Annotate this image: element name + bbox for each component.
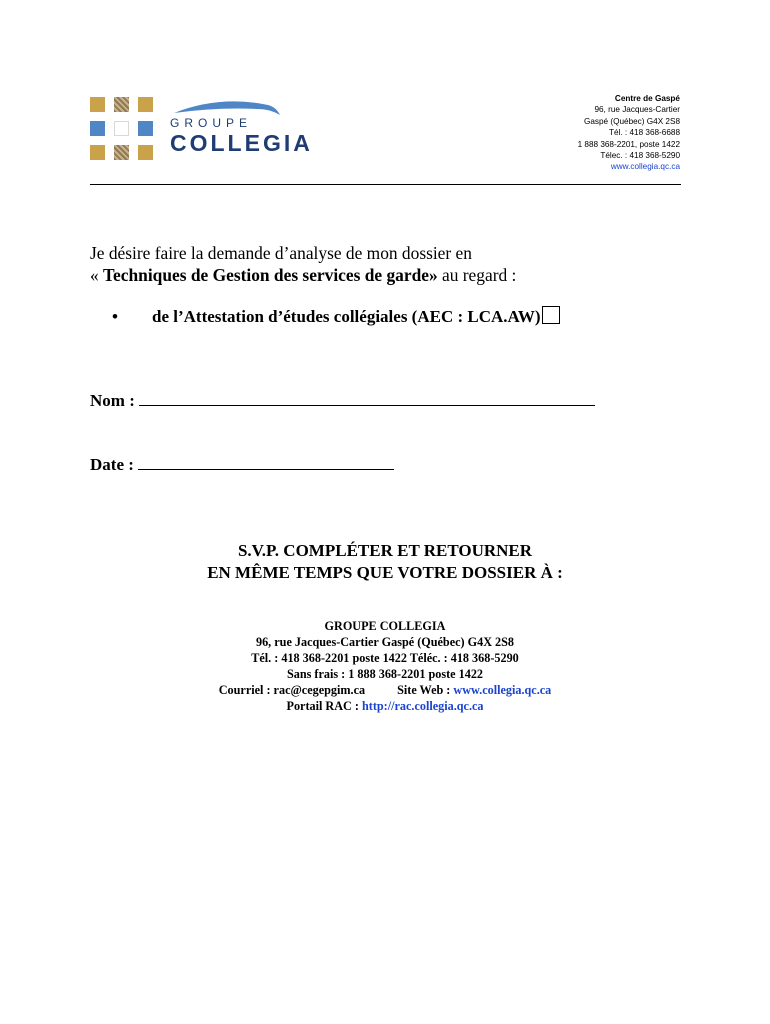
address-phone: Tél. : 418 368-6688 (608, 128, 680, 138)
program-name: Techniques de Gestion des services de garde» (103, 265, 438, 285)
address-city: Gaspé (Québec) G4X 2S8 (583, 116, 680, 126)
contact-address: 96, rue Jacques-Cartier Gaspé (Québec) G4X 2S8 (255, 635, 515, 649)
instructions-line-2: EN MÊME TEMPS QUE VOTRE DOSSIER À : (207, 563, 563, 582)
date-field (90, 455, 394, 475)
groupe-collegia-logo (90, 97, 313, 161)
nom-field (90, 391, 595, 411)
contact-tollfree: Sans frais : 1 888 368-2201 poste 1422 (286, 667, 484, 681)
aec-checkbox[interactable] (542, 306, 560, 324)
contact-phones: Tél. : 418 368-2201 poste 1422 Téléc. : 418 368-5290 (251, 651, 519, 665)
intro-line-end: au regard : (437, 265, 517, 285)
return-instructions (0, 540, 770, 584)
bullet-icon: • (112, 307, 118, 326)
contact-website-link[interactable]: www.collegia.qc.ca (453, 683, 552, 697)
center-address (578, 93, 680, 173)
address-website-link[interactable]: www.collegia.qc.ca (610, 162, 680, 172)
address-street: 96, rue Jacques-Cartier (594, 105, 680, 115)
header-divider (90, 184, 681, 185)
contact-org: GROUPE COLLEGIA (324, 619, 446, 633)
date-label: Date : (90, 455, 134, 474)
request-intro (90, 242, 516, 286)
aec-option (112, 306, 560, 327)
logo-groupe-text: GROUPE (170, 116, 253, 130)
contact-email[interactable]: Courriel : rac@cegepgim.ca (218, 683, 366, 697)
logo-collegia-text: COLLEGIA (170, 130, 313, 156)
nom-input-line[interactable] (139, 393, 595, 406)
nom-label: Nom : (90, 391, 135, 410)
date-input-line[interactable] (138, 457, 394, 470)
address-fax: Télec. : 418 368-5290 (600, 151, 680, 161)
contact-web-label: Site Web : (397, 683, 454, 697)
contact-email-web (0, 682, 770, 698)
intro-open-quote: « (90, 265, 104, 285)
instructions-line-1: S.V.P. COMPLÉTER ET RETOURNER (237, 541, 533, 560)
contact-block (0, 618, 770, 714)
contact-portal-label: Portail RAC : (286, 699, 362, 713)
aec-option-label: de l’Attestation d’études collégiales (AEC : LCA.AW) (152, 307, 541, 326)
contact-portal-link[interactable]: http://rac.collegia.qc.ca (361, 699, 484, 713)
center-name: Centre de Gaspé (614, 94, 680, 103)
address-tollfree: 1 888 368-2201, poste 1422 (577, 139, 680, 149)
intro-line-1: Je désire faire la demande d’analyse de mon dossier en (90, 243, 472, 263)
intro-line-2 (90, 264, 516, 286)
contact-portal (0, 698, 770, 714)
